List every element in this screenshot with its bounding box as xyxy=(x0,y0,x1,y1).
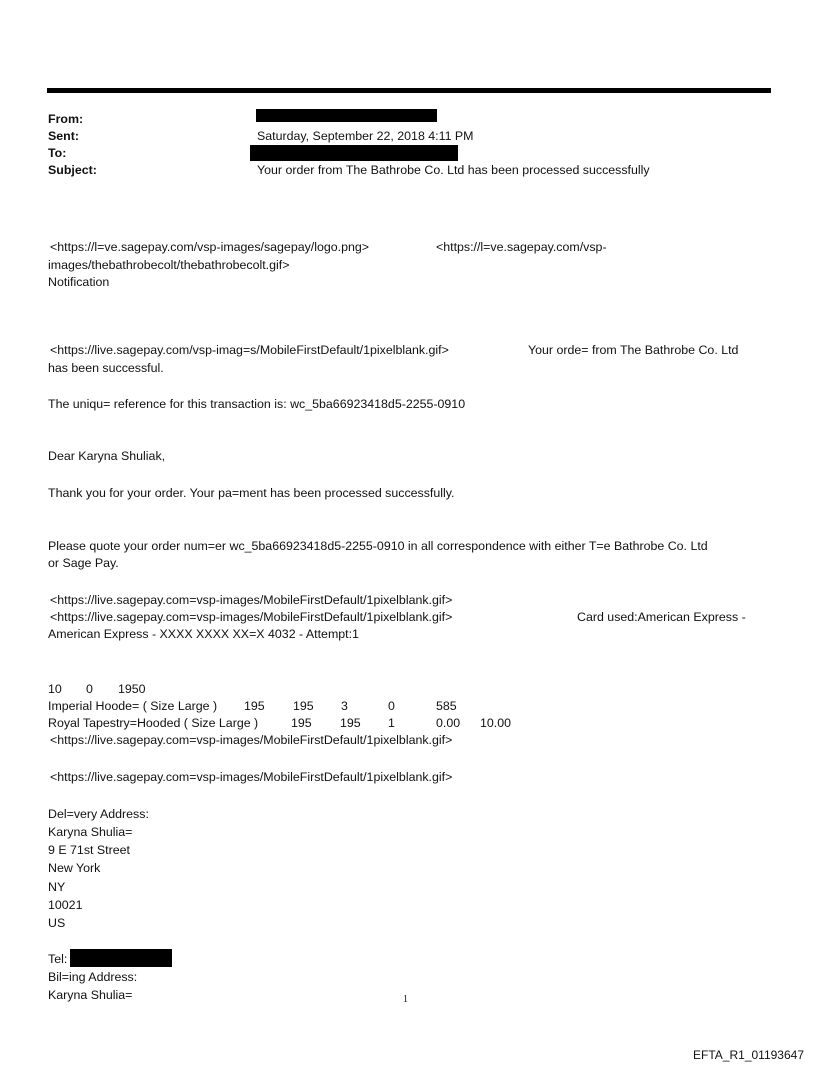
subject-value: Your order from The Bathrobe Co. Ltd has been processed successfully xyxy=(257,163,650,177)
blank-image-link[interactable]: <https://live.sagepay.com=vsp-images/MobileFirstDefault/1pixelblank.gif> xyxy=(50,733,453,747)
quote-order-text: Please quote your order num=er wc_5ba66923418d5-2255-0910 in all correspondence with either T=e Bathrobe Co. Ltd xyxy=(48,539,708,553)
item-name: Royal Tapestry=Hooded ( Size Large ) xyxy=(48,716,259,730)
transaction-reference: The uniqu= reference for this transaction is: wc_5ba66923418d5-2255-0910 xyxy=(48,397,466,411)
blank-image-link[interactable]: <https://live.sagepay.com=vsp-images/MobileFirstDefault/1pixelblank.gif> xyxy=(50,610,453,624)
delivery-address-line: NY xyxy=(48,880,66,894)
tel-redaction xyxy=(70,949,172,967)
quote-order-text-cont: or Sage Pay. xyxy=(48,556,119,570)
totals-cell: 1950 xyxy=(118,682,146,696)
card-used-cont: American Express - XXXX XXXX XX=X 4032 - Attempt:1 xyxy=(48,627,359,641)
item-cell: 3 xyxy=(341,699,348,713)
item-cell: 195 xyxy=(291,716,312,730)
delivery-address-label: Del=very Address: xyxy=(48,807,149,821)
page-number: 1 xyxy=(403,994,408,1005)
sagepay-logo-link[interactable]: <https://l=ve.sagepay.com/vsp-images/sagepay/logo.png> xyxy=(50,240,370,254)
from-redaction xyxy=(256,109,437,122)
item-cell: 1 xyxy=(388,716,395,730)
totals-cell: 10 xyxy=(48,682,62,696)
blank-image-link[interactable]: <https://live.sagepay.com=vsp-images/MobileFirstDefault/1pixelblank.gif> xyxy=(50,770,453,784)
header-rule xyxy=(47,88,771,93)
to-label: To: xyxy=(48,146,67,160)
billing-name: Karyna Shulia= xyxy=(48,988,133,1002)
card-used: Card used:American Express - xyxy=(577,610,746,624)
notification-heading: Notification xyxy=(48,275,110,289)
order-status-cont: has been successful. xyxy=(48,361,164,375)
delivery-address-line: 9 E 71st Street xyxy=(48,843,130,857)
bathrobe-logo-link-cont[interactable]: images/thebathrobecolt/thebathrobecolt.gif> xyxy=(48,258,290,272)
document-id: EFTA_R1_01193647 xyxy=(693,1048,804,1062)
sent-label: Sent: xyxy=(48,129,79,143)
item-cell: 0.00 xyxy=(436,716,461,730)
order-status: Your orde= from The Bathrobe Co. Ltd xyxy=(528,343,739,357)
item-cell: 195 xyxy=(293,699,314,713)
item-name: Imperial Hoode= ( Size Large ) xyxy=(48,699,218,713)
delivery-address-line: Karyna Shulia= xyxy=(48,825,133,839)
delivery-address-line: 10021 xyxy=(48,898,83,912)
item-cell: 585 xyxy=(436,699,457,713)
totals-cell: 0 xyxy=(86,682,93,696)
billing-address-label: Bil=ing Address: xyxy=(48,970,138,984)
tel-label: Tel: xyxy=(48,952,68,966)
item-cell: 195 xyxy=(244,699,265,713)
delivery-address-line: US xyxy=(48,916,66,930)
thanks-message: Thank you for your order. Your pa=ment has been processed successfully. xyxy=(48,486,455,500)
blank-image-link[interactable]: <https://live.sagepay.com/vsp-imag=s/MobileFirstDefault/1pixelblank.gif> xyxy=(50,343,449,357)
item-cell: 0 xyxy=(388,699,395,713)
bathrobe-logo-link[interactable]: <https://l=ve.sagepay.com/vsp- xyxy=(436,240,607,254)
item-cell: 195 xyxy=(340,716,361,730)
subject-label: Subject: xyxy=(48,163,97,177)
item-cell: 10.00 xyxy=(480,716,512,730)
delivery-address-line: New York xyxy=(48,861,101,875)
sent-value: Saturday, September 22, 2018 4:11 PM xyxy=(257,129,474,143)
greeting: Dear Karyna Shuliak, xyxy=(48,449,166,463)
to-redaction xyxy=(250,145,458,161)
blank-image-link[interactable]: <https://live.sagepay.com=vsp-images/MobileFirstDefault/1pixelblank.gif> xyxy=(50,593,453,607)
from-label: From: xyxy=(48,112,84,126)
